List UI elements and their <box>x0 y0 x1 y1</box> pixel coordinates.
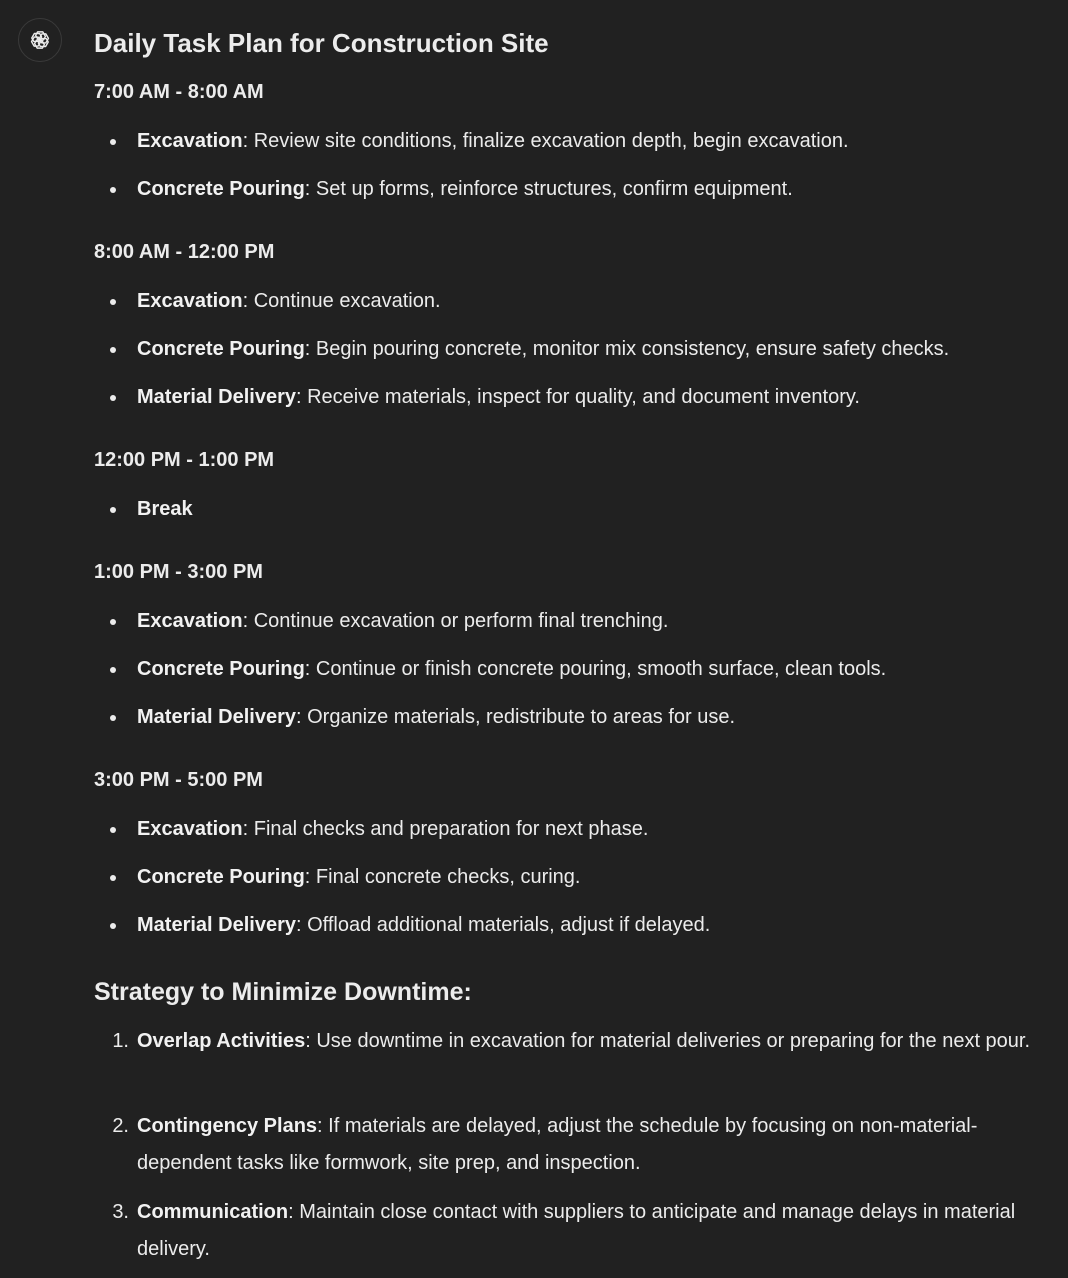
time-slot-heading: 8:00 AM - 12:00 PM <box>94 241 275 263</box>
openai-logo-icon <box>27 27 53 53</box>
task-label: Concrete Pouring <box>137 866 305 888</box>
list-item <box>137 863 580 891</box>
task-text: : Set up forms, reinforce structures, confirm equipment. <box>304 178 793 200</box>
numbered-list-item <box>112 1108 1042 1182</box>
task-label: Excavation <box>137 130 243 152</box>
list-item <box>137 495 193 523</box>
list-number: 1. <box>112 1030 129 1052</box>
numbered-list-item <box>112 1194 1042 1268</box>
task-label: Concrete Pouring <box>137 178 305 200</box>
list-item <box>137 175 793 203</box>
list-item <box>137 607 668 635</box>
time-slot-heading: 12:00 PM - 1:00 PM <box>94 449 275 471</box>
task-label: Material Delivery <box>137 914 296 936</box>
strategy-label: Overlap Activities <box>137 1030 306 1052</box>
task-text: : Final checks and preparation for next phase. <box>242 818 649 840</box>
strategy-label: Contingency Plans <box>137 1115 318 1137</box>
task-label: Excavation <box>137 290 243 312</box>
task-text: : Continue excavation or perform final trenching. <box>242 610 669 632</box>
numbered-list-item <box>112 1023 1042 1060</box>
task-label: Concrete Pouring <box>137 658 305 680</box>
task-label: Break <box>137 498 193 520</box>
strategy-text: : If materials are delayed, adjust the schedule by focusing on non-material-dependent tasks like formwork, site prep, and inspection. <box>137 1115 978 1174</box>
list-item <box>137 911 710 939</box>
time-slot-heading: 7:00 AM - 8:00 AM <box>94 81 264 103</box>
task-text: : Final concrete checks, curing. <box>304 866 581 888</box>
list-item <box>137 127 849 155</box>
task-label: Excavation <box>137 818 243 840</box>
list-item <box>137 703 735 731</box>
list-item <box>137 335 949 363</box>
task-text: : Receive materials, inspect for quality, and document inventory. <box>295 386 860 408</box>
time-slot-heading: 1:00 PM - 3:00 PM <box>94 561 263 583</box>
task-label: Material Delivery <box>137 386 296 408</box>
task-label: Material Delivery <box>137 706 296 728</box>
strategy-text: : Use downtime in excavation for material deliveries or preparing for the next pour. <box>305 1030 1031 1052</box>
task-text: : Offload additional materials, adjust if delayed. <box>295 914 711 936</box>
list-item <box>137 383 860 411</box>
task-text: : Continue excavation. <box>242 290 441 312</box>
list-number: 2. <box>112 1115 129 1137</box>
strategy-heading: Strategy to Minimize Downtime: <box>94 978 472 1006</box>
list-item <box>137 287 441 315</box>
list-number: 3. <box>112 1201 129 1223</box>
task-text: : Continue or finish concrete pouring, smooth surface, clean tools. <box>304 658 887 680</box>
task-label: Excavation <box>137 610 243 632</box>
list-item <box>137 815 648 843</box>
task-text: : Review site conditions, finalize excavation depth, begin excavation. <box>242 130 849 152</box>
task-text: : Organize materials, redistribute to areas for use. <box>295 706 736 728</box>
strategy-text: : Maintain close contact with suppliers to anticipate and manage delays in material delivery. <box>137 1201 1016 1260</box>
page-title: Daily Task Plan for Construction Site <box>94 28 549 58</box>
task-text: : Begin pouring concrete, monitor mix consistency, ensure safety checks. <box>304 338 950 360</box>
time-slot-heading: 3:00 PM - 5:00 PM <box>94 769 263 791</box>
assistant-avatar <box>18 18 62 62</box>
list-item <box>137 655 886 683</box>
strategy-label: Communication <box>137 1201 289 1223</box>
task-label: Concrete Pouring <box>137 338 305 360</box>
